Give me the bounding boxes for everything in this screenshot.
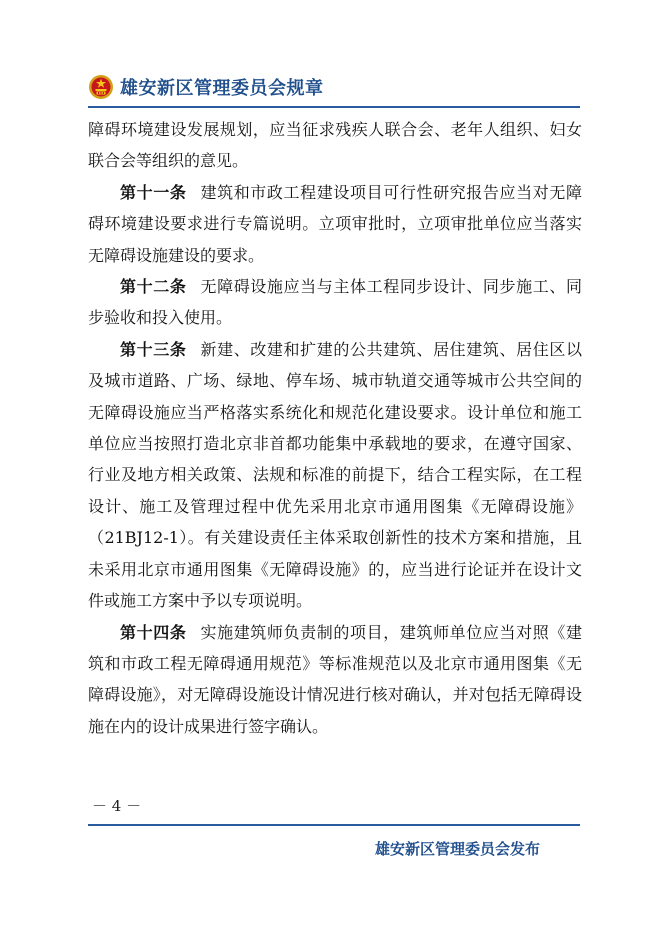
footer-publisher: 雄安新区管理委员会发布 [374, 840, 540, 858]
article-14 [88, 617, 582, 743]
header-title: 雄安新区管理委员会规章 [120, 78, 324, 99]
article-text: 建筑和市政工程建设项目可行性研究报告应当对无障碍环境建设要求进行专篇说明。立项审批时，立项审批单位应当落实无障碍设施建设的要求。 [88, 182, 582, 265]
document-header [88, 70, 324, 104]
article-number: 第十一条 [120, 182, 187, 202]
article-text: 实施建筑师负责制的项目，建筑师单位应当对照《建筑和市政工程无障碍通用规范》等标准规范以及北京市通用图集《无障碍设施》，对无障碍设施设计情况进行核对确认，并对包括无障碍设施在内的设计成果进行签字确认。 [88, 622, 582, 736]
footer-divider [88, 824, 580, 826]
header-divider [88, 106, 580, 108]
continuation-paragraph: 障碍环境建设发展规划，应当征求残疾人联合会、老年人组织、妇女联合会等组织的意见。 [88, 120, 582, 171]
article-number: 第十三条 [120, 339, 187, 359]
article-number: 第十四条 [120, 622, 187, 642]
article-13 [88, 334, 582, 617]
article-number: 第十二条 [120, 277, 187, 297]
article-11 [88, 177, 582, 271]
article-12 [88, 271, 582, 334]
document-body [88, 114, 582, 742]
article-text: 新建、改建和扩建的公共建筑、居住建筑、居住区以及城市道路、广场、绿地、停车场、城市轨道交通等城市公共空间的无障碍设施应当严格落实系统化和规范化建设要求。设计单位和施工单位应当按照打造北京非首都功能集中承载地的要求，在遵守国家、行业及地方相关政策、法规和标准的前提下，结合工程实际，在工程设计、施工及管理过程中优先采用北京市通用图集《无障碍设施》（21BJ12-1）。有关建设责任主体采取创新性的技术方案和措施，且未采用北京市通用图集《无障碍设施》的，应当进行论证并在设计文件或施工方案中予以专项说明。 [88, 339, 582, 611]
national-emblem-icon [88, 74, 114, 100]
article-text: 无障碍设施应当与主体工程同步设计、同步施工、同步验收和投入使用。 [88, 277, 582, 328]
page-number: － 4 － [92, 797, 142, 815]
